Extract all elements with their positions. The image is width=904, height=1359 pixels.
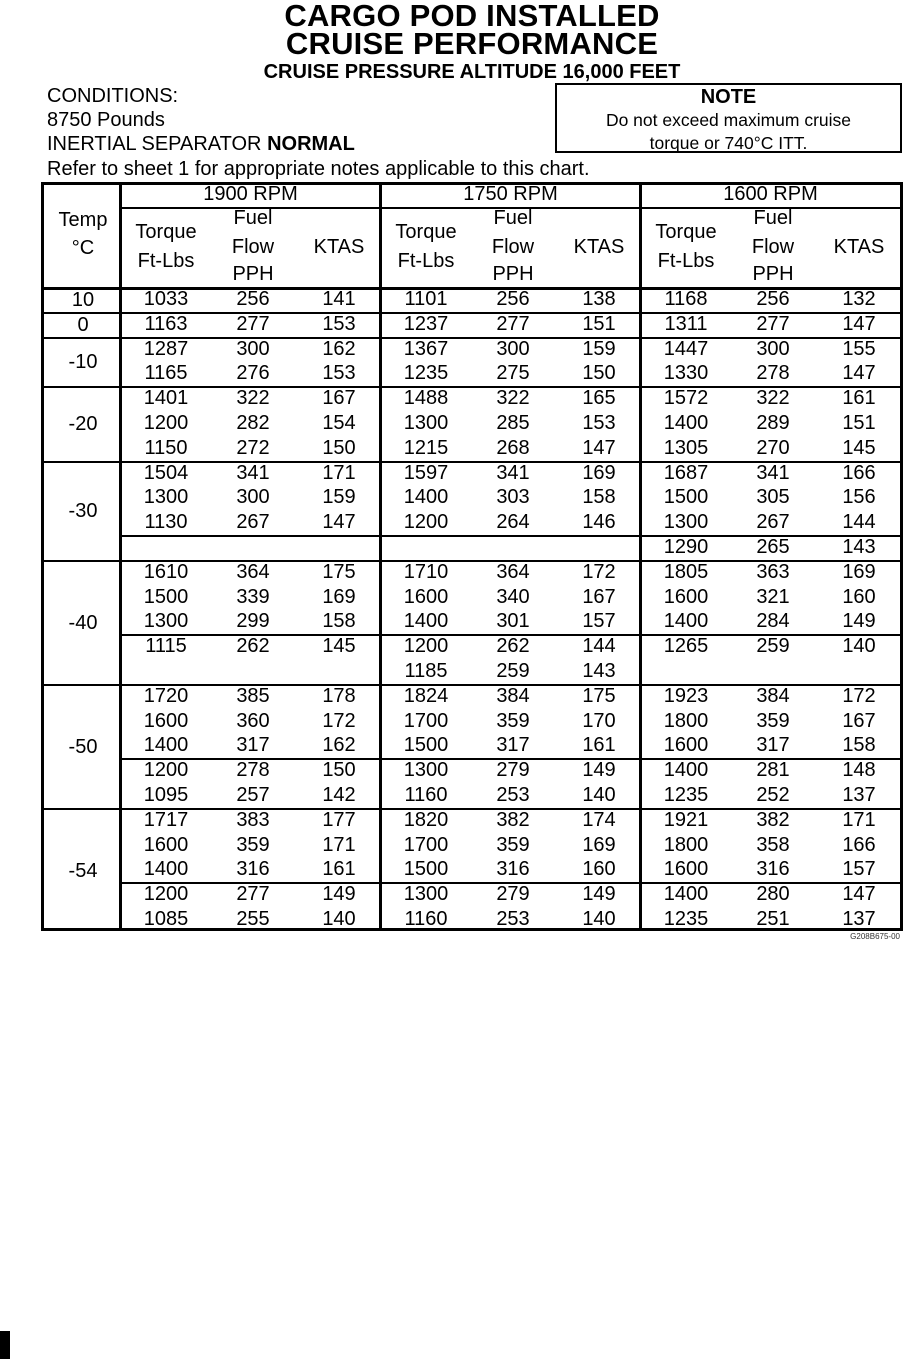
table-cell: 1095 [143, 784, 189, 806]
table-cell: 1085 [143, 908, 189, 930]
table-cell: 363 [756, 560, 790, 583]
table-cell: 160 [582, 858, 616, 881]
table-cell: 265 [756, 536, 790, 558]
figure-code: G208B675-00 [850, 932, 900, 941]
table-cell: 138 [582, 288, 616, 310]
table-cell: 1600 [143, 709, 189, 732]
table-cell: 165 [582, 387, 616, 410]
table-cell: 280 [756, 883, 790, 906]
note-line-2: torque or 740°C ITT. [649, 133, 808, 153]
table-cell: 1600 [663, 585, 709, 608]
table-cell: 178 [322, 684, 356, 707]
table-cell: 1287 [143, 337, 189, 360]
table-cell: 1200 [403, 635, 449, 658]
table-cell: 150 [582, 362, 616, 385]
table-cell: 172 [582, 560, 616, 583]
table-cell: 1500 [403, 734, 449, 757]
table-cell: 1400 [663, 412, 709, 434]
table-cell: 305 [756, 486, 790, 509]
table-cell: 1600 [663, 734, 709, 757]
rpm-group-header: 1600 RPM [723, 183, 818, 205]
table-cell: 156 [842, 486, 876, 509]
table-cell: 1300 [143, 486, 189, 509]
group-divider [639, 183, 642, 930]
table-cell: 149 [582, 759, 616, 782]
table-cell: 149 [842, 610, 876, 633]
table-cell: 158 [582, 486, 616, 509]
title-line-3: CRUISE PRESSURE ALTITUDE 16,000 FEET [263, 61, 681, 83]
table-cell: 177 [322, 808, 356, 831]
table-cell: 1101 [404, 288, 448, 310]
table-cell: 145 [322, 635, 356, 658]
table-cell: 172 [842, 684, 876, 707]
table-cell: 1805 [663, 560, 709, 583]
pph-header: PPH [752, 263, 794, 285]
table-cell: 1300 [403, 759, 449, 782]
table-cell: 172 [322, 709, 356, 732]
table-cell: 285 [496, 412, 530, 434]
table-cell: 1610 [143, 560, 189, 583]
table-cell: 359 [496, 709, 530, 732]
table-cell: 144 [842, 511, 876, 534]
table-cell: 282 [236, 412, 270, 434]
table-cell: 161 [322, 858, 356, 881]
table-cell: 170 [582, 709, 616, 732]
table-cell: 316 [496, 858, 530, 881]
table-cell: 169 [842, 560, 876, 583]
table-cell: 300 [756, 337, 790, 360]
table-cell: 1300 [403, 883, 449, 906]
table-cell: 1367 [403, 337, 449, 360]
table-cell: 1500 [663, 486, 709, 509]
table-cell: 1330 [663, 362, 709, 385]
temp-value: -40 [68, 611, 98, 634]
table-cell: 277 [496, 312, 530, 335]
temp-value: -50 [68, 735, 98, 758]
table-cell: 1237 [403, 312, 449, 335]
table-cell: 257 [236, 784, 270, 806]
table-cell: 284 [756, 610, 790, 633]
table-cell: 277 [236, 883, 270, 906]
table-cell: 1130 [144, 511, 188, 534]
table-cell: 148 [842, 759, 876, 782]
table-cell: 1300 [143, 610, 189, 633]
table-cell: 358 [756, 833, 790, 856]
table-cell: 322 [756, 387, 790, 410]
table-cell: 169 [582, 461, 616, 484]
table-cell: 1824 [403, 684, 449, 707]
table-cell: 1300 [663, 511, 709, 534]
temp-value: 0 [77, 314, 89, 337]
table-cell: 1200 [143, 412, 189, 434]
table-cell: 147 [842, 312, 876, 335]
table-cell: 171 [322, 461, 356, 484]
table-cell: 301 [496, 610, 530, 633]
table-cell: 147 [842, 362, 876, 385]
torque-header: Torque [395, 221, 457, 243]
temp-value: -10 [68, 351, 98, 374]
page-margin-mark [0, 1331, 10, 1359]
table-cell: 256 [756, 288, 790, 310]
title-line-1: CARGO POD INSTALLED [284, 0, 660, 33]
table-cell: 359 [756, 709, 790, 732]
table-cell: 162 [322, 734, 356, 757]
table-cell: 150 [322, 436, 356, 459]
table-cell: 143 [582, 660, 616, 682]
table-cell: 277 [756, 312, 790, 335]
table-cell: 267 [756, 511, 790, 534]
table-cell: 157 [582, 610, 616, 633]
flow-header: Flow [751, 236, 795, 258]
rpm-group-header: 1900 RPM [203, 183, 298, 205]
table-cell: 1200 [403, 511, 449, 534]
table-cell: 166 [842, 461, 876, 484]
table-cell: 140 [582, 908, 616, 930]
fuel-header: Fuel [753, 207, 793, 229]
table-cell: 149 [322, 883, 356, 906]
table-cell: 341 [756, 461, 790, 484]
table-cell: 364 [496, 560, 530, 583]
table-cell: 147 [322, 511, 356, 534]
table-cell: 278 [756, 362, 790, 385]
table-cell: 385 [236, 684, 270, 707]
sub-rule [382, 535, 639, 537]
table-cell: 1235 [663, 908, 709, 930]
table-cell: 140 [582, 784, 616, 806]
table-cell: 277 [236, 312, 270, 335]
table-cell: 1923 [663, 684, 709, 707]
table-cell: 1235 [663, 784, 709, 806]
table-cell: 384 [756, 684, 790, 707]
table-cell: 162 [322, 337, 356, 360]
refer-note: Refer to sheet 1 for appropriate notes applicable to this chart. [47, 158, 590, 180]
table-cell: 1600 [143, 833, 189, 856]
conditions-separator [47, 132, 355, 156]
torque-unit-header: Ft-Lbs [137, 250, 195, 272]
table-cell: 1160 [404, 908, 448, 930]
table-cell: 1165 [144, 362, 188, 385]
table-cell: 153 [582, 412, 616, 434]
table-cell: 1400 [663, 883, 709, 906]
table-cell: 1163 [144, 312, 188, 335]
table-cell: 267 [236, 511, 270, 534]
table-cell: 1311 [664, 312, 708, 335]
table-cell: 1717 [143, 808, 189, 831]
rpm-group-header: 1750 RPM [463, 183, 558, 205]
pph-header: PPH [492, 263, 534, 285]
table-cell: 275 [496, 362, 530, 385]
table-cell: 255 [236, 908, 270, 930]
table-cell: 1500 [143, 585, 189, 608]
table-cell: 1700 [403, 709, 449, 732]
table-cell: 341 [236, 461, 270, 484]
table-cell: 1235 [403, 362, 449, 385]
table-cell: 281 [756, 759, 790, 782]
table-cell: 1504 [143, 461, 189, 484]
table-cell: 359 [496, 833, 530, 856]
table-cell: 300 [236, 337, 270, 360]
table-cell: 144 [582, 635, 616, 658]
table-cell: 316 [236, 858, 270, 881]
flow-header: Flow [491, 236, 535, 258]
note-title: NOTE [700, 86, 757, 108]
table-cell: 153 [322, 312, 356, 335]
table-cell: 171 [842, 808, 876, 831]
table-cell: 1305 [663, 436, 709, 459]
table-cell: 166 [842, 833, 876, 856]
ktas-header: KTAS [313, 236, 365, 258]
table-cell: 1401 [143, 387, 189, 410]
table-cell: 1572 [663, 387, 709, 410]
table-cell: 167 [842, 709, 876, 732]
torque-header: Torque [655, 221, 717, 243]
ktas-header: KTAS [573, 236, 625, 258]
table-cell: 1687 [663, 461, 709, 484]
table-cell: 1600 [403, 585, 449, 608]
table-cell: 175 [322, 560, 356, 583]
torque-header: Torque [135, 221, 197, 243]
table-cell: 1033 [143, 288, 189, 310]
fuel-header: Fuel [493, 207, 533, 229]
table-cell: 382 [756, 808, 790, 831]
table-cell: 279 [496, 759, 530, 782]
table-cell: 268 [496, 436, 530, 459]
table-cell: 1710 [403, 560, 449, 583]
table-cell: 140 [842, 635, 876, 658]
table-cell: 289 [756, 412, 790, 434]
pph-header: PPH [232, 263, 274, 285]
table-cell: 167 [322, 387, 356, 410]
table-cell: 1150 [144, 436, 188, 459]
table-cell: 159 [582, 337, 616, 360]
table-cell: 147 [842, 883, 876, 906]
group-divider [379, 183, 382, 930]
table-cell: 1921 [663, 808, 709, 831]
table-cell: 299 [236, 610, 270, 633]
table-cell: 253 [496, 908, 530, 930]
torque-unit-header: Ft-Lbs [657, 250, 715, 272]
table-cell: 1200 [143, 759, 189, 782]
table-cell: 272 [236, 436, 270, 459]
table-cell: 382 [496, 808, 530, 831]
table-cell: 259 [496, 660, 530, 682]
table-cell: 317 [236, 734, 270, 757]
table-cell: 1290 [663, 536, 709, 558]
table-cell: 1700 [403, 833, 449, 856]
table-cell: 259 [756, 635, 790, 658]
table-cell: 1800 [663, 833, 709, 856]
table-cell: 1400 [663, 610, 709, 633]
table-cell: 157 [842, 858, 876, 881]
table-cell: 359 [236, 833, 270, 856]
table-cell: 279 [496, 883, 530, 906]
table-cell: 137 [842, 908, 876, 930]
table-cell: 1820 [403, 808, 449, 831]
note-box [555, 83, 902, 153]
table-cell: 360 [236, 709, 270, 732]
table-cell: 171 [322, 833, 356, 856]
table-cell: 317 [756, 734, 790, 757]
table-cell: 322 [236, 387, 270, 410]
table-cell: 159 [322, 486, 356, 509]
table-cell: 316 [756, 858, 790, 881]
table-cell: 1600 [663, 858, 709, 881]
table-cell: 1400 [403, 610, 449, 633]
table-cell: 1400 [663, 759, 709, 782]
fuel-header: Fuel [233, 207, 273, 229]
table-cell: 1447 [663, 337, 709, 360]
table-cell: 141 [322, 288, 356, 310]
table-cell: 143 [842, 536, 876, 558]
table-cell: 276 [236, 362, 270, 385]
table-cell: 1597 [403, 461, 449, 484]
table-cell: 251 [756, 908, 790, 930]
table-cell: 383 [236, 808, 270, 831]
table-cell: 1185 [404, 660, 448, 682]
table-cell: 341 [496, 461, 530, 484]
table-cell: 270 [756, 436, 790, 459]
temp-value: -54 [68, 859, 98, 882]
table-cell: 322 [496, 387, 530, 410]
table-cell: 1400 [403, 486, 449, 509]
table-cell: 174 [582, 808, 616, 831]
table-cell: 169 [322, 585, 356, 608]
table-cell: 140 [322, 908, 356, 930]
table-cell: 1300 [403, 412, 449, 434]
conditions-weight: 8750 Pounds [47, 109, 165, 131]
table-cell: 158 [322, 610, 356, 633]
table-cell: 1215 [403, 436, 449, 459]
table-cell: 145 [842, 436, 876, 459]
table-cell: 262 [236, 635, 270, 658]
ktas-header: KTAS [833, 236, 885, 258]
table-cell: 161 [582, 734, 616, 757]
table-cell: 1168 [664, 288, 708, 310]
temp-value: -30 [68, 500, 98, 523]
table-cell: 303 [496, 486, 530, 509]
table-cell: 155 [842, 337, 876, 360]
table-cell: 1265 [663, 635, 709, 658]
table-cell: 317 [496, 734, 530, 757]
table-cell: 340 [496, 585, 530, 608]
table-cell: 142 [322, 784, 356, 806]
table-cell: 1400 [143, 858, 189, 881]
table-cell: 262 [496, 635, 530, 658]
table-cell: 300 [496, 337, 530, 360]
table-cell: 1720 [143, 684, 189, 707]
table-cell: 1488 [403, 387, 449, 410]
title-line-2: CRUISE PERFORMANCE [285, 26, 659, 61]
table-cell: 154 [322, 412, 356, 434]
conditions-heading: CONDITIONS: [47, 85, 179, 107]
table-cell: 321 [756, 585, 790, 608]
table-cell: 364 [236, 560, 270, 583]
table-cell: 384 [496, 684, 530, 707]
table-cell: 1160 [404, 784, 448, 806]
table-cell: 253 [496, 784, 530, 806]
table-cell: 151 [842, 412, 876, 434]
table-cell: 146 [582, 511, 616, 534]
table-cell: 300 [236, 486, 270, 509]
table-cell: 149 [582, 883, 616, 906]
separator-label: INERTIAL SEPARATOR [47, 133, 268, 155]
table-cell: 264 [496, 511, 530, 534]
table-cell: 339 [236, 585, 270, 608]
table-cell: 151 [582, 312, 616, 335]
table-cell: 167 [582, 585, 616, 608]
table-cell: 1115 [145, 635, 187, 658]
torque-unit-header: Ft-Lbs [397, 250, 455, 272]
table-cell: 160 [842, 585, 876, 608]
table-cell: 175 [582, 684, 616, 707]
table-cell: 150 [322, 759, 356, 782]
table-cell: 256 [496, 288, 530, 310]
separator-value: NORMAL [267, 133, 355, 155]
note-line-1: Do not exceed maximum cruise [605, 110, 852, 130]
table-cell: 1200 [143, 883, 189, 906]
table-cell: 1800 [663, 709, 709, 732]
table-cell: 147 [582, 436, 616, 459]
table-cell: 252 [756, 784, 790, 806]
table-cell: 1500 [403, 858, 449, 881]
temp-value: -20 [68, 413, 98, 436]
sub-rule [122, 535, 379, 537]
table-cell: 169 [582, 833, 616, 856]
table-cell: 158 [842, 734, 876, 757]
temp-header: Temp [58, 209, 108, 231]
flow-header: Flow [231, 236, 275, 258]
table-cell: 132 [842, 288, 876, 310]
table-cell: 137 [842, 784, 876, 806]
table-cell: 278 [236, 759, 270, 782]
table-cell: 256 [236, 288, 270, 310]
table-cell: 153 [322, 362, 356, 385]
temp-unit-header: °C [71, 237, 95, 259]
table-cell: 161 [842, 387, 876, 410]
table-cell: 1400 [143, 734, 189, 757]
temp-value: 10 [71, 289, 95, 312]
